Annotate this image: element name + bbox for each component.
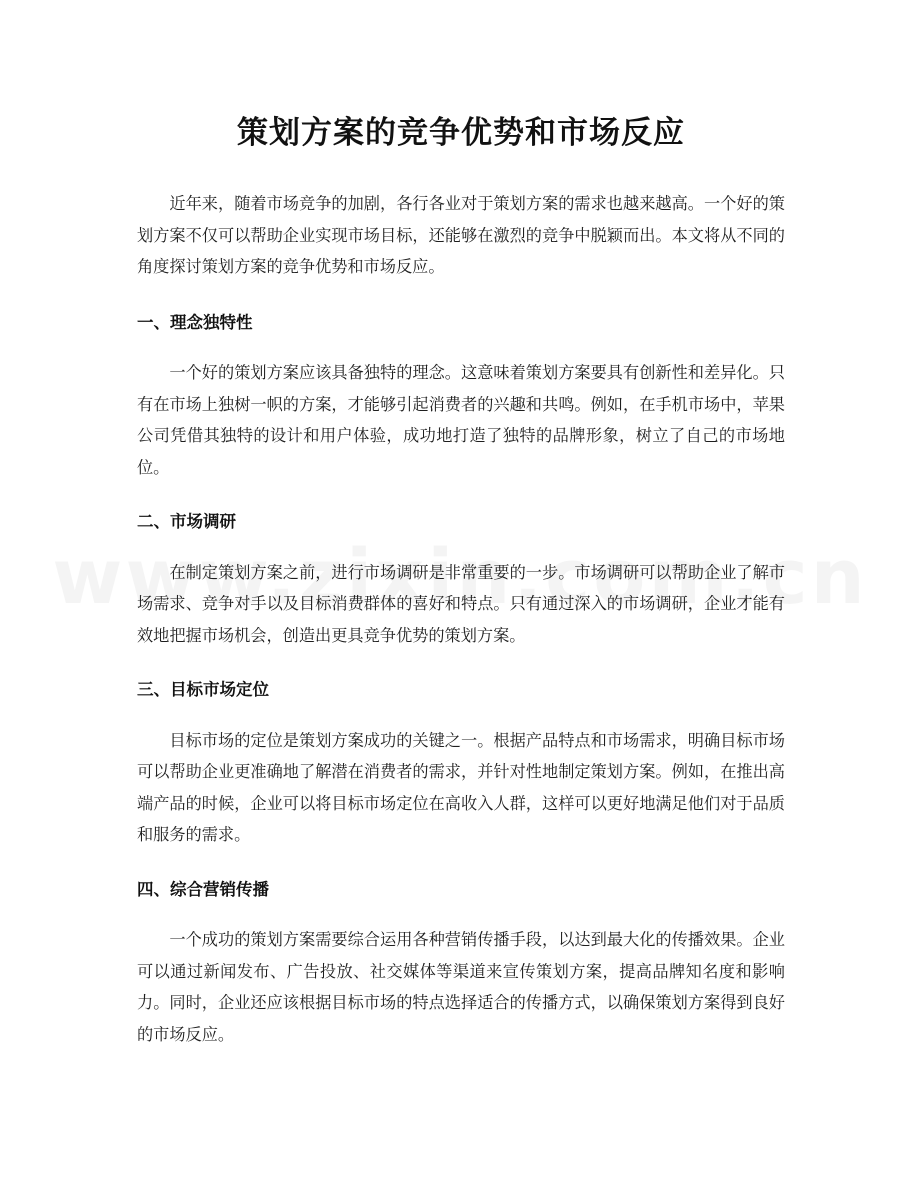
intro-paragraph: 近年来，随着市场竞争的加剧，各行各业对于策划方案的需求也越来越高。一个好的策划方案不仅可以帮助企业实现市场目标，还能够在激烈的竞争中脱颖而出。本文将从不同的角度探讨策划方案的竞争优势和市场反应。 (137, 194, 785, 276)
section-body-concept: 一个好的策划方案应该具备独特的理念。这意味着策划方案要具有创新性和差异化。只有在市场上独树一帜的方案，才能够引起消费者的兴趣和共鸣。例如，在手机市场中，苹果公司凭借其独特的设计和用户体验，成功地打造了独特的品牌形象，树立了自己的市场地位。 (137, 363, 785, 477)
section-heading-concept: 一、理念独特性 (137, 312, 253, 332)
section-body-research: 在制定策划方案之前，进行市场调研是非常重要的一步。市场调研可以帮助企业了解市场需求、竞争对手以及目标消费群体的喜好和特点。只有通过深入的市场调研，企业才能有效地把握市场机会，创造出更具竞争优势的策划方案。 (137, 562, 785, 645)
document-title: 策划方案的竞争优势和市场反应 (237, 115, 685, 151)
section-heading-marketing: 四、综合营销传播 (137, 879, 269, 899)
section-heading-research: 二、市场调研 (137, 512, 236, 531)
section-heading-positioning: 三、目标市场定位 (137, 680, 269, 699)
section-body-marketing: 一个成功的策划方案需要综合运用各种营销传播手段，以达到最大化的传播效果。企业可以通过新闻发布、广告投放、社交媒体等渠道来宣传策划方案，提高品牌知名度和影响力。同时，企业还应该根据目标市场的特点选择适合的传播方式，以确保策划方案得到良好的市场反应。 (137, 930, 785, 1044)
section-body-positioning: 目标市场的定位是策划方案成功的关键之一。根据产品特点和市场需求，明确目标市场可以帮助企业更准确地了解潜在消费者的需求，并针对性地制定策划方案。例如，在推出高端产品的时候，企业可以将目标市场定位在高收入人群，这样可以更好地满足他们对于品质和服务的需求。 (137, 730, 785, 844)
